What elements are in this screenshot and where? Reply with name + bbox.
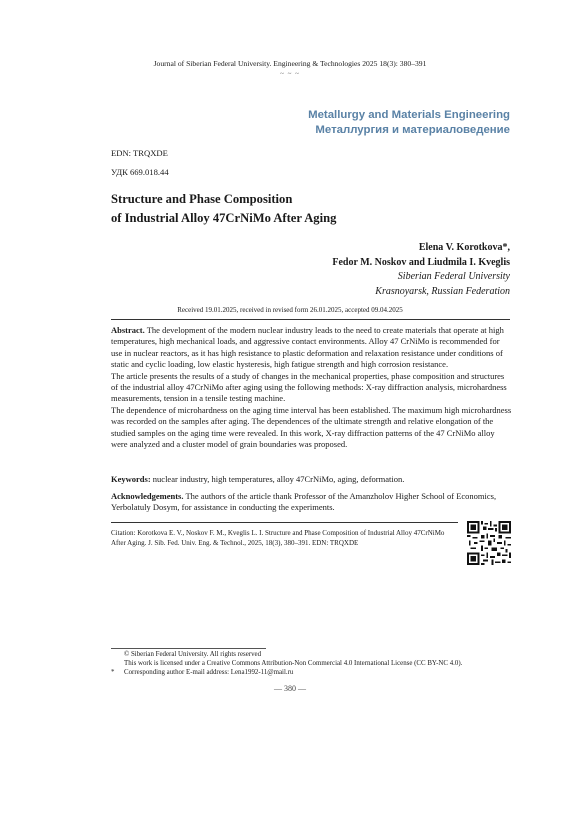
abstract xyxy=(111,325,512,450)
edn-code: EDN: TRQXDE xyxy=(111,148,168,158)
abstract-paragraph-3: The dependence of microhardness on the aging time interval has been established. The maximum high microhardness was recorded on the samples after aging. The dependences of the ultimate strength and relative elongation of the studied samples on the aging time were revealed. In this work, X-ray diffraction patterns of the 47 CrNiMo alloy were analyzed and a cluster model of grain boundaries was proposed. xyxy=(111,404,512,450)
citation-divider xyxy=(111,522,458,523)
footnote-divider xyxy=(111,648,266,649)
affiliation: Siberian Federal University xyxy=(397,271,510,283)
authors-line-1: Elena V. Korotkova*, xyxy=(418,242,510,253)
keywords-text: nuclear industry, high temperatures, alloy 47CrNiMo, aging, deformation. xyxy=(150,474,405,484)
received-dates: Received 19.01.2025, received in revised form 26.01.2025, accepted 09.04.2025 xyxy=(177,306,403,314)
keywords-label: Keywords: xyxy=(111,474,151,484)
copyright-notice: © Siberian Federal University. All rights reserved xyxy=(124,651,262,658)
corresponding-author-note xyxy=(111,668,293,677)
abstract-text-1: The development of the modern nuclear industry leads to the need to create materials that operate at high temperatures, high mechanical loads, and aggressive contact environments. Alloy 47 CrNiMo is recommended for use in nuclear reactors, as it has high resistance to plastic deformation and relaxation resistance under conditions of static and cyclic loading, low elastic hysteresis, high fatigue strength and high corrosion resistance. xyxy=(111,325,504,370)
license-notice: This work is licensed under a Creative Commons Attribution-Non Commercial 4.0 International License (CC BY-NC 4.0). xyxy=(124,660,463,667)
citation: Citation: Korotkova E. V., Noskov F. M., Kveglis L. I. Structure and Phase Composition of Industrial Alloy 47CrNiMo After Aging. J. Sib. Fed. Univ. Eng. & Technol., 2025, 18(3), 380–391. EDN: TRQXDE xyxy=(111,529,445,548)
journal-header: Journal of Siberian Federal University. Engineering & Technologies 2025 18(3): 380–391 xyxy=(153,59,427,68)
acknowledgements-label: Acknowledgements. xyxy=(111,491,184,501)
article-title xyxy=(111,190,471,228)
title-line-1: Structure and Phase Composition xyxy=(111,192,293,206)
corresponding-email: Corresponding author E-mail address: Lena1992-11@mail.ru xyxy=(124,669,294,676)
footnote-star: * xyxy=(111,669,115,676)
divider xyxy=(111,319,510,320)
section-title-en: Metallurgy and Materials Engineering xyxy=(308,109,510,121)
authors-line-2: Fedor M. Noskov and Liudmila I. Kveglis xyxy=(332,256,510,268)
abstract-label: Abstract. xyxy=(111,325,145,335)
abstract-paragraph-1 xyxy=(111,325,512,371)
acknowledgements-text: The authors of the article thank Professor of the Amanzholov Higher School of Economics, Yerbolatuly Dosym, for assistance in conducting the experiments. xyxy=(111,491,497,513)
qr-code-icon[interactable] xyxy=(467,521,511,565)
udk-code: УДК 669.018.44 xyxy=(111,167,169,177)
title-line-2: of Industrial Alloy 47CrNiMo After Aging xyxy=(111,211,337,225)
keywords xyxy=(111,474,512,485)
header-ornament: ~ ~ ~ xyxy=(280,70,300,78)
abstract-paragraph-2: The article presents the results of a study of changes in the mechanical properties, phase composition and structures of the industrial alloy 47CrNiMo after aging using the following methods: X-ray diffraction analysis, microhardness measurements, tension in a tensile testing machine. xyxy=(111,370,507,404)
page-number: — 380 — xyxy=(274,684,306,693)
acknowledgements xyxy=(111,491,512,514)
author-block xyxy=(332,241,510,299)
location: Krasnoyarsk, Russian Federation xyxy=(375,285,510,297)
section-title-ru: Металлургия и материаловедение xyxy=(315,124,510,136)
